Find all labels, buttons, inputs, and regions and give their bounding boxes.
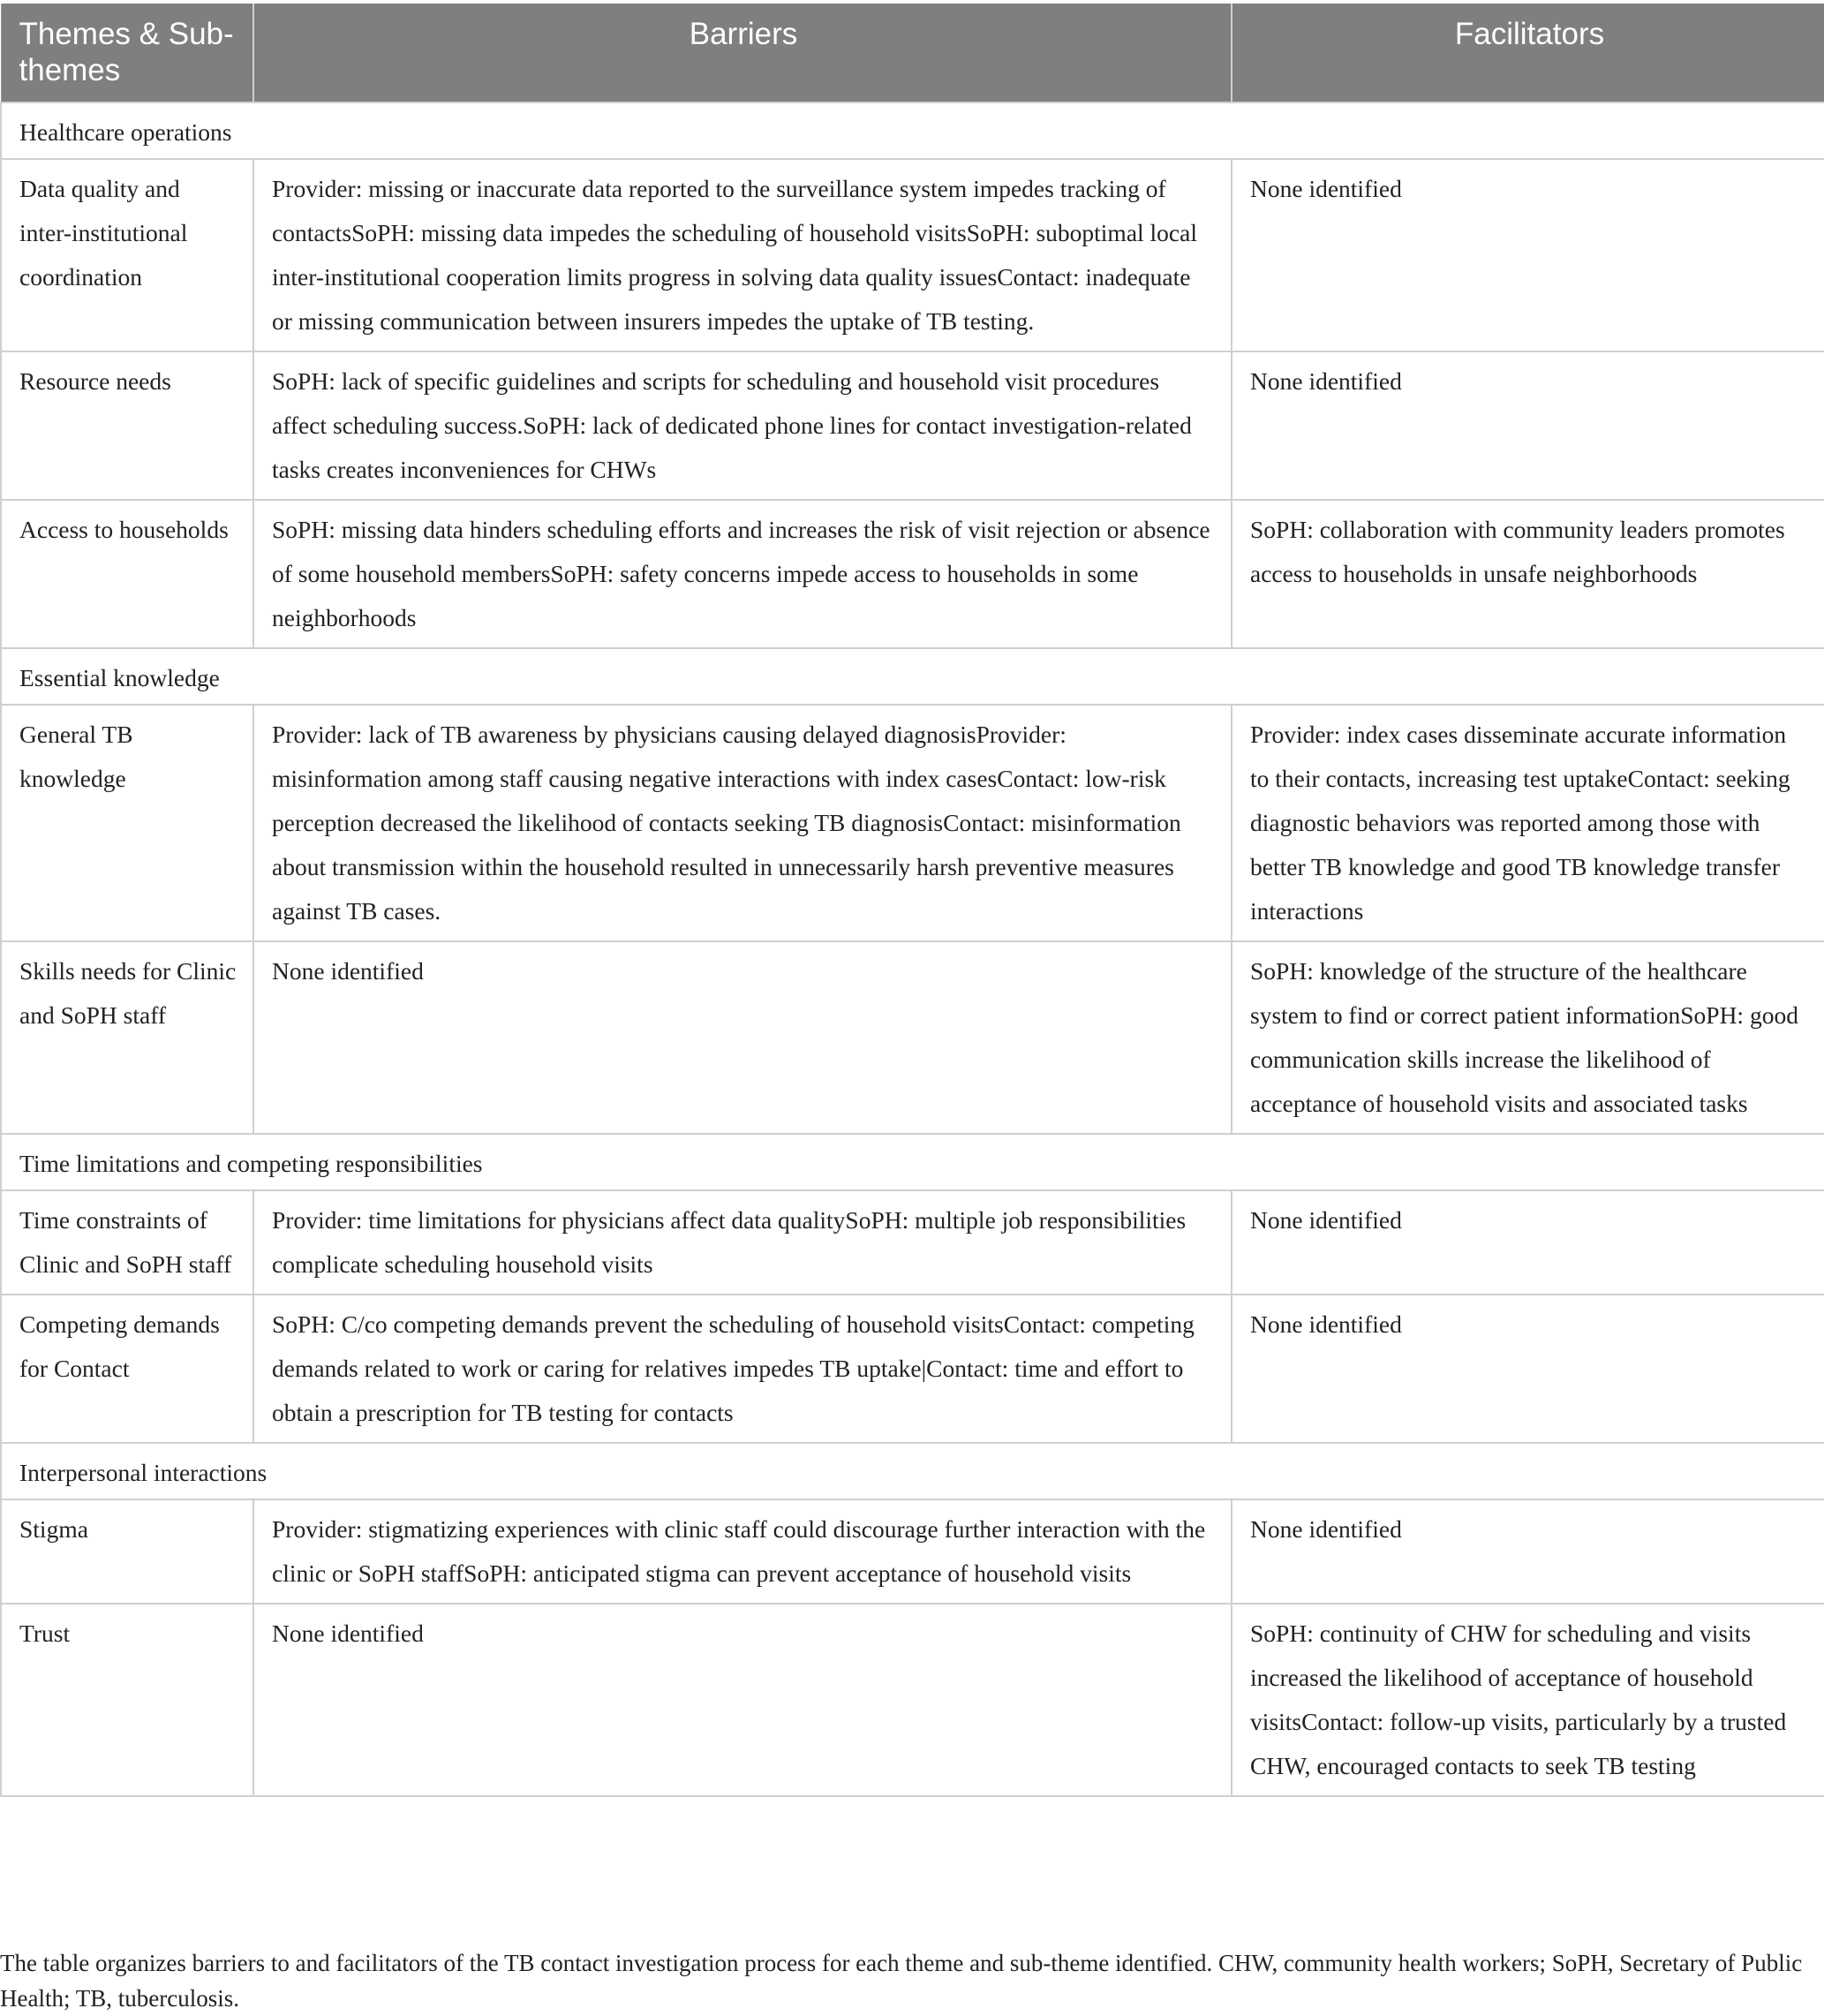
- barriers-cell: None identified: [253, 1604, 1232, 1796]
- subtheme-cell: Skills needs for Clinic and SoPH staff: [1, 941, 253, 1134]
- subtheme-cell: Time constraints of Clinic and SoPH staff: [1, 1190, 253, 1295]
- section-row: [1, 1443, 1824, 1499]
- subtheme-cell: Competing demands for Contact: [1, 1295, 253, 1443]
- subtheme-cell: Stigma: [1, 1499, 253, 1604]
- table-row: [1, 500, 1824, 648]
- facilitators-cell: None identified: [1232, 1499, 1824, 1604]
- table-row: [1, 159, 1824, 351]
- header-themes: Themes & Sub-themes: [1, 4, 253, 102]
- barriers-cell: Provider: lack of TB awareness by physicians causing delayed diagnosisProvider: misinformation among staff causing negative interactions with index casesContact: low-risk perception decreased the likelihood of contacts seeking TB diagnosisContact: misinformation about transmission within the household resulted in unnecessarily harsh preventive measures against TB cases.: [253, 705, 1232, 941]
- barriers-cell: None identified: [253, 941, 1232, 1134]
- section-title: Time limitations and competing responsibilities: [1, 1134, 1824, 1190]
- facilitators-cell: None identified: [1232, 159, 1824, 351]
- subtheme-cell: Trust: [1, 1604, 253, 1796]
- table-row: [1, 1295, 1824, 1443]
- header-facilitators: Facilitators: [1232, 4, 1824, 102]
- table-row: [1, 351, 1824, 500]
- table-header: [1, 4, 1824, 102]
- barriers-cell: Provider: time limitations for physicians affect data qualitySoPH: multiple job responsibilities complicate scheduling household visits: [253, 1190, 1232, 1295]
- facilitators-cell: None identified: [1232, 351, 1824, 500]
- barriers-cell: Provider: missing or inaccurate data reported to the surveillance system impedes tracking of contactsSoPH: missing data impedes the scheduling of household visitsSoPH: suboptimal local inter-institutional cooperation limits progress in solving data quality issuesContact: inadequate or missing communication between insurers impedes the uptake of TB testing.: [253, 159, 1232, 351]
- facilitators-cell: Provider: index cases disseminate accurate information to their contacts, increasing test uptakeContact: seeking diagnostic behaviors was reported among those with better TB knowledge and good TB knowledge transfer interactions: [1232, 705, 1824, 941]
- facilitators-cell: SoPH: knowledge of the structure of the healthcare system to find or correct patient informationSoPH: good communication skills increase the likelihood of acceptance of household visits and associated tasks: [1232, 941, 1824, 1134]
- section-row: [1, 648, 1824, 705]
- table-caption: The table organizes barriers to and facilitators of the TB contact investigation process for each theme and sub-theme identified. CHW, community health workers; SoPH, Secretary of Public Health; TB, tuberculosis.: [0, 1950, 1803, 2012]
- table-row: [1, 1190, 1824, 1295]
- section-title: Interpersonal interactions: [1, 1443, 1824, 1499]
- table-row: [1, 705, 1824, 941]
- barriers-cell: Provider: stigmatizing experiences with clinic staff could discourage further interaction with the clinic or SoPH staffSoPH: anticipated stigma can prevent acceptance of household visits: [253, 1499, 1232, 1604]
- subtheme-cell: General TB knowledge: [1, 705, 253, 941]
- table-body: [1, 102, 1824, 1796]
- themes-table: [0, 4, 1824, 1797]
- header-row: [1, 4, 1824, 102]
- barriers-cell: SoPH: C/co competing demands prevent the scheduling of household visitsContact: competing demands related to work or caring for relatives impedes TB uptake|Contact: time and effort to obtain a prescription for TB testing for contacts: [253, 1295, 1232, 1443]
- section-title: Healthcare operations: [1, 102, 1824, 159]
- barriers-cell: SoPH: lack of specific guidelines and scripts for scheduling and household visit procedures affect scheduling success.SoPH: lack of dedicated phone lines for contact investigation-related tasks creates inconveniences for CHWs: [253, 351, 1232, 500]
- section-row: [1, 102, 1824, 159]
- section-title: Essential knowledge: [1, 648, 1824, 705]
- subtheme-cell: Resource needs: [1, 351, 253, 500]
- facilitators-cell: SoPH: collaboration with community leaders promotes access to households in unsafe neighborhoods: [1232, 500, 1824, 648]
- subtheme-cell: Access to households: [1, 500, 253, 648]
- barriers-cell: SoPH: missing data hinders scheduling efforts and increases the risk of visit rejection or absence of some household membersSoPH: safety concerns impede access to households in some neighborhoods: [253, 500, 1232, 648]
- section-row: [1, 1134, 1824, 1190]
- table-row: [1, 1499, 1824, 1604]
- subtheme-cell: Data quality and inter-institutional coordination: [1, 159, 253, 351]
- table-row: [1, 1604, 1824, 1796]
- header-barriers: Barriers: [253, 4, 1232, 102]
- themes-table-container: [0, 4, 1824, 1797]
- facilitators-cell: None identified: [1232, 1295, 1824, 1443]
- facilitators-cell: SoPH: continuity of CHW for scheduling and visits increased the likelihood of acceptance of household visitsContact: follow-up visits, particularly by a trusted CHW, encouraged contacts to seek TB testing: [1232, 1604, 1824, 1796]
- table-row: [1, 941, 1824, 1134]
- facilitators-cell: None identified: [1232, 1190, 1824, 1295]
